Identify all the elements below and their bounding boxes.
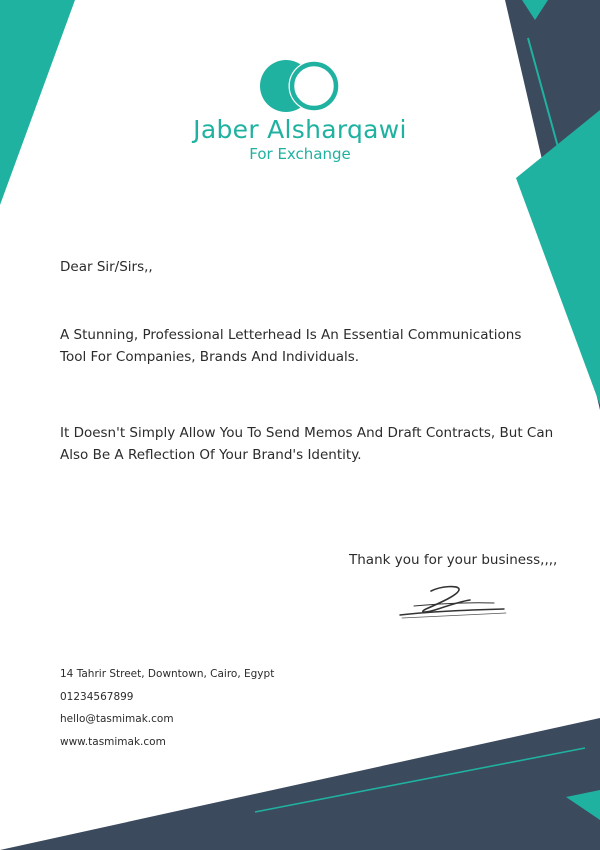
letter-paragraph-1: A Stunning, Professional Letterhead Is An Essential Communications Tool For Companies, Brands And Individuals. <box>60 327 522 365</box>
letter-paragraph-2: It Doesn't Simply Allow You To Send Memos And Draft Contracts, But Can Also Be A Reflection Of Your Brand's Identity. <box>60 425 554 463</box>
brand-subtitle: For Exchange <box>249 145 351 163</box>
contact-email[interactable]: hello@tasmimak.com <box>60 713 174 725</box>
letter-closing: Thank you for your business,,,, <box>349 552 558 568</box>
double-circle-logo-icon <box>259 59 341 113</box>
brand-name: Jaber Alsharqawi <box>193 115 407 144</box>
top-left-teal-triangle <box>0 0 75 205</box>
contact-phone: 01234567899 <box>60 691 134 703</box>
contact-address: 14 Tahrir Street, Downtown, Cairo, Egypt <box>60 668 275 680</box>
letter-greeting: Dear Sir/Sirs,, <box>60 259 153 275</box>
handwritten-signature <box>396 582 508 622</box>
contact-website[interactable]: www.tasmimak.com <box>60 736 166 748</box>
